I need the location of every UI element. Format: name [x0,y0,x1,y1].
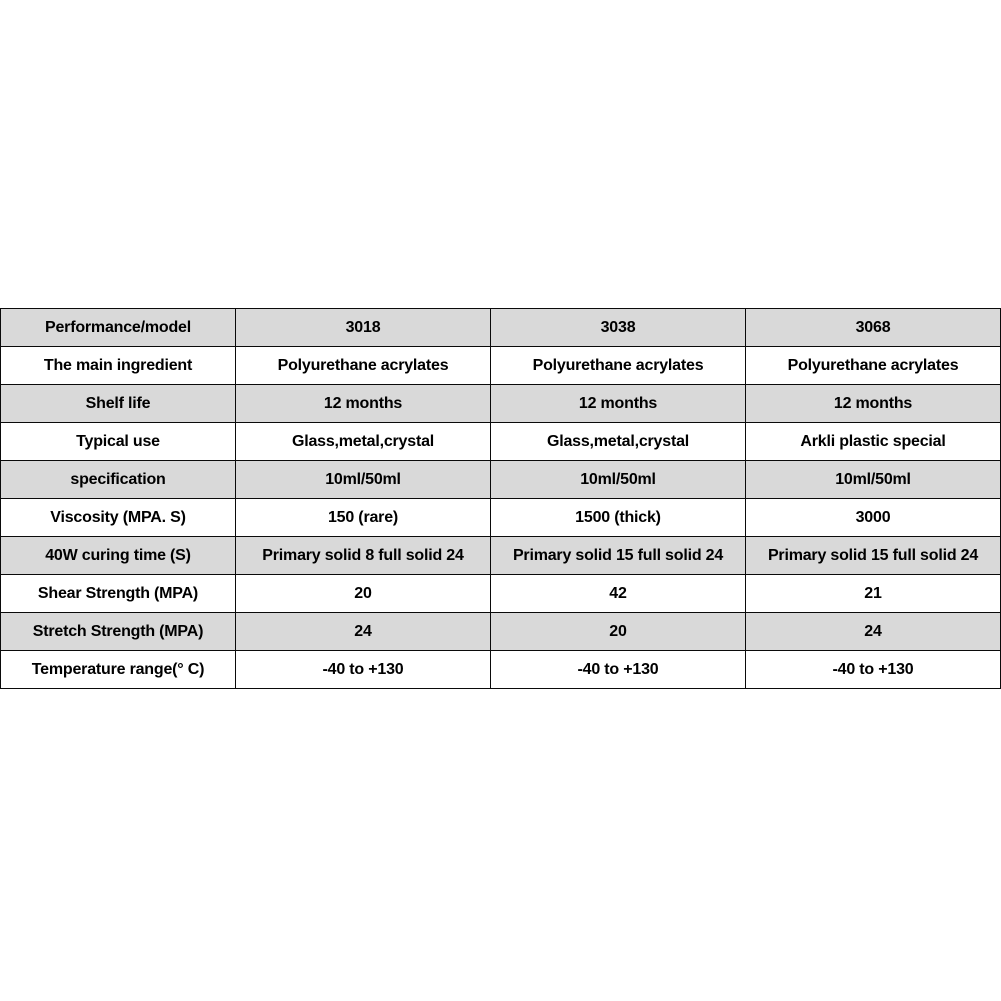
cell-value: 3000 [746,499,1001,537]
cell-value: Primary solid 15 full solid 24 [491,537,746,575]
cell-value: 24 [746,613,1001,651]
cell-value: 42 [491,575,746,613]
cell-value: Glass,metal,crystal [491,423,746,461]
cell-value: Glass,metal,crystal [236,423,491,461]
cell-value: Polyurethane acrylates [746,347,1001,385]
cell-value: 12 months [746,385,1001,423]
row-label: Shelf life [1,385,236,423]
spec-table [0,308,1001,689]
header-performance-model: Performance/model [1,309,236,347]
spec-table-container [0,308,1001,689]
cell-value: Primary solid 15 full solid 24 [746,537,1001,575]
table-row [1,385,1001,423]
cell-value: 150 (rare) [236,499,491,537]
cell-value: Polyurethane acrylates [236,347,491,385]
cell-value: Primary solid 8 full solid 24 [236,537,491,575]
row-label: Shear Strength (MPA) [1,575,236,613]
cell-value: 12 months [236,385,491,423]
table-row [1,575,1001,613]
header-model-3038: 3038 [491,309,746,347]
row-label: Temperature range(° C) [1,651,236,689]
cell-value: 10ml/50ml [236,461,491,499]
table-header-row [1,309,1001,347]
row-label: Typical use [1,423,236,461]
row-label: Viscosity (MPA. S) [1,499,236,537]
cell-value: 21 [746,575,1001,613]
table-row [1,423,1001,461]
cell-value: 10ml/50ml [491,461,746,499]
cell-value: Arkli plastic special [746,423,1001,461]
table-row [1,651,1001,689]
header-model-3018: 3018 [236,309,491,347]
spec-table-head [1,309,1001,347]
table-row [1,613,1001,651]
spec-table-body [1,347,1001,689]
row-label: specification [1,461,236,499]
cell-value: 12 months [491,385,746,423]
cell-value: 20 [491,613,746,651]
cell-value: Polyurethane acrylates [491,347,746,385]
table-row [1,537,1001,575]
row-label: The main ingredient [1,347,236,385]
header-model-3068: 3068 [746,309,1001,347]
cell-value: -40 to +130 [491,651,746,689]
cell-value: 1500 (thick) [491,499,746,537]
row-label: 40W curing time (S) [1,537,236,575]
cell-value: -40 to +130 [746,651,1001,689]
row-label: Stretch Strength (MPA) [1,613,236,651]
table-row [1,461,1001,499]
cell-value: 24 [236,613,491,651]
cell-value: 10ml/50ml [746,461,1001,499]
table-row [1,499,1001,537]
cell-value: 20 [236,575,491,613]
table-row [1,347,1001,385]
cell-value: -40 to +130 [236,651,491,689]
